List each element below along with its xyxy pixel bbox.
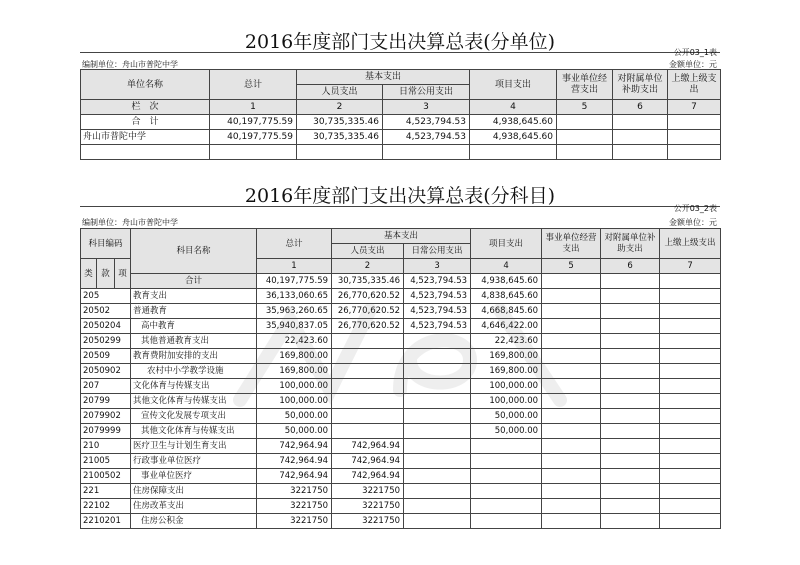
subject-public xyxy=(404,514,471,529)
subject-code: 221 xyxy=(81,484,131,499)
subject-business xyxy=(542,424,601,439)
t2-header-upper: 上缴上级支出 xyxy=(660,229,721,259)
table-row xyxy=(81,145,721,160)
t2-header-personnel: 人员支出 xyxy=(332,244,404,259)
t1-row-total: 40,197,775.59 xyxy=(210,115,297,130)
subject-name: 农村中小学教学设施 xyxy=(131,364,257,379)
t1-header-personnel: 人员支出 xyxy=(297,85,383,100)
t1-lanci: 栏 次 xyxy=(81,100,210,115)
subject-project xyxy=(471,484,542,499)
t1-header-total: 总计 xyxy=(210,70,297,100)
subject-upper xyxy=(660,484,721,499)
subject-personnel xyxy=(332,394,404,409)
subject-total: 36,133,060.65 xyxy=(257,289,332,304)
t1-header-project: 项目支出 xyxy=(470,70,557,100)
subject-total: 22,423.60 xyxy=(257,334,332,349)
subject-upper xyxy=(660,319,721,334)
subject-project: 4,646,422.00 xyxy=(471,319,542,334)
subject-subsidy xyxy=(601,514,660,529)
subject-total: 742,964.94 xyxy=(257,454,332,469)
table-row xyxy=(81,364,721,379)
subject-name: 住房公积金 xyxy=(131,514,257,529)
subject-subsidy xyxy=(601,289,660,304)
subject-project: 50,000.00 xyxy=(471,409,542,424)
t2-total-total: 40,197,775.59 xyxy=(257,274,332,289)
t2-colnum: 7 xyxy=(660,259,721,274)
subject-personnel xyxy=(332,334,404,349)
t1-header-business: 事业单位经营支出 xyxy=(557,70,613,100)
subject-upper xyxy=(660,424,721,439)
subject-code: 2050902 xyxy=(81,364,131,379)
t1-header-public: 日常公用支出 xyxy=(383,85,470,100)
subject-name: 普通教育 xyxy=(131,304,257,319)
subject-name: 其他文化体育与传媒支出 xyxy=(131,424,257,439)
subject-project xyxy=(471,469,542,484)
subject-personnel: 26,770,620.52 xyxy=(332,304,404,319)
table2-form-code: 公开03_2表 xyxy=(673,204,717,213)
table1-unit-label: 编制单位：舟山市普陀中学 xyxy=(82,60,178,69)
subject-business xyxy=(542,289,601,304)
t2-header-lei: 类 xyxy=(81,259,97,289)
subject-public xyxy=(404,499,471,514)
t2-header-code: 科目编码 xyxy=(81,229,131,259)
subject-subsidy xyxy=(601,349,660,364)
subject-subsidy xyxy=(601,469,660,484)
subject-total: 3221750 xyxy=(257,499,332,514)
subject-personnel xyxy=(332,349,404,364)
subject-public xyxy=(404,379,471,394)
subject-subsidy xyxy=(601,424,660,439)
subject-subsidy xyxy=(601,319,660,334)
subject-code: 2100502 xyxy=(81,469,131,484)
t1-colnum: 3 xyxy=(383,100,470,115)
table-row xyxy=(81,424,721,439)
table-row xyxy=(81,394,721,409)
subject-business xyxy=(542,319,601,334)
t2-colnum: 1 xyxy=(257,259,332,274)
subject-subsidy xyxy=(601,394,660,409)
subject-code: 2210201 xyxy=(81,514,131,529)
t2-header-kuan: 款 xyxy=(97,259,115,289)
t1-row-project: 4,938,645.60 xyxy=(470,115,557,130)
t2-colnum: 5 xyxy=(542,259,601,274)
subject-project: 22,423.60 xyxy=(471,334,542,349)
t1-header-basic: 基本支出 xyxy=(297,70,470,85)
t1-row-name: 合 计 xyxy=(81,115,210,130)
t1-colnum: 5 xyxy=(557,100,613,115)
subject-upper xyxy=(660,304,721,319)
subject-business xyxy=(542,499,601,514)
subject-total: 3221750 xyxy=(257,514,332,529)
subject-public xyxy=(404,334,471,349)
subject-total: 50,000.00 xyxy=(257,409,332,424)
t1-header-upper: 上缴上级支出 xyxy=(668,70,721,100)
table-row xyxy=(81,319,721,334)
table2-top-rule xyxy=(80,206,720,207)
subject-business xyxy=(542,454,601,469)
subject-project xyxy=(471,499,542,514)
table-row xyxy=(81,499,721,514)
table-row xyxy=(81,349,721,364)
subject-upper xyxy=(660,379,721,394)
subject-public xyxy=(404,454,471,469)
subject-total: 169,800.00 xyxy=(257,364,332,379)
table-row xyxy=(81,274,721,289)
subject-personnel: 3221750 xyxy=(332,499,404,514)
subject-business xyxy=(542,484,601,499)
subject-public xyxy=(404,484,471,499)
t2-header-project: 项目支出 xyxy=(471,229,542,259)
t2-total-personnel: 30,735,335.46 xyxy=(332,274,404,289)
subject-total: 100,000.00 xyxy=(257,379,332,394)
subject-total: 3221750 xyxy=(257,484,332,499)
t1-row-subsidy xyxy=(613,115,668,130)
subject-total: 50,000.00 xyxy=(257,424,332,439)
subject-subsidy xyxy=(601,379,660,394)
subject-personnel xyxy=(332,424,404,439)
subject-subsidy xyxy=(601,484,660,499)
subject-name: 医疗卫生与计划生育支出 xyxy=(131,439,257,454)
table-row xyxy=(81,304,721,319)
table1-grid xyxy=(80,69,721,160)
subject-personnel: 742,964.94 xyxy=(332,439,404,454)
subject-upper xyxy=(660,334,721,349)
subject-name: 住房改革支出 xyxy=(131,499,257,514)
subject-personnel: 742,964.94 xyxy=(332,469,404,484)
table1-currency: 金额单位：元 xyxy=(669,60,717,69)
table-row xyxy=(81,439,721,454)
subject-subsidy xyxy=(601,409,660,424)
subject-public xyxy=(404,364,471,379)
subject-total: 742,964.94 xyxy=(257,439,332,454)
subject-personnel: 3221750 xyxy=(332,484,404,499)
t2-total-project: 4,938,645.60 xyxy=(471,274,542,289)
subject-subsidy xyxy=(601,364,660,379)
table-row xyxy=(81,334,721,349)
t1-colnum: 7 xyxy=(668,100,721,115)
table-row xyxy=(81,514,721,529)
subject-subsidy xyxy=(601,334,660,349)
subject-public xyxy=(404,409,471,424)
table-row xyxy=(81,130,721,145)
subject-personnel: 742,964.94 xyxy=(332,454,404,469)
t2-total-name: 合计 xyxy=(131,274,257,289)
t1-colnum: 1 xyxy=(210,100,297,115)
subject-business xyxy=(542,514,601,529)
subject-code: 20502 xyxy=(81,304,131,319)
t2-header-basic: 基本支出 xyxy=(332,229,471,244)
table2-unit-label: 编制单位：舟山市普陀中学 xyxy=(82,218,178,227)
subject-project xyxy=(471,439,542,454)
subject-code: 20509 xyxy=(81,349,131,364)
table-row xyxy=(81,379,721,394)
subject-name: 教育支出 xyxy=(131,289,257,304)
t2-colnum: 2 xyxy=(332,259,404,274)
table1-top-rule xyxy=(80,52,720,53)
subject-project: 4,668,845.60 xyxy=(471,304,542,319)
t2-header-subsidy: 对附属单位补助支出 xyxy=(601,229,660,259)
subject-project: 100,000.00 xyxy=(471,394,542,409)
subject-name: 行政事业单位医疗 xyxy=(131,454,257,469)
subject-code: 2050204 xyxy=(81,319,131,334)
subject-business xyxy=(542,364,601,379)
subject-project: 50,000.00 xyxy=(471,424,542,439)
table-row xyxy=(81,289,721,304)
subject-business xyxy=(542,439,601,454)
subject-personnel: 3221750 xyxy=(332,514,404,529)
t1-row-public: 4,523,794.53 xyxy=(383,130,470,145)
subject-code: 205 xyxy=(81,289,131,304)
t1-header-unit-name: 单位名称 xyxy=(81,70,210,100)
subject-project xyxy=(471,454,542,469)
t1-row-business xyxy=(557,130,613,145)
subject-name: 其他普通教育支出 xyxy=(131,334,257,349)
subject-public: 4,523,794.53 xyxy=(404,319,471,334)
subject-project: 169,800.00 xyxy=(471,364,542,379)
subject-business xyxy=(542,304,601,319)
table1-form-code: 公开03_1表 xyxy=(673,48,717,57)
subject-public: 4,523,794.53 xyxy=(404,304,471,319)
subject-upper xyxy=(660,289,721,304)
subject-upper xyxy=(660,364,721,379)
subject-upper xyxy=(660,439,721,454)
table-row xyxy=(81,469,721,484)
t2-total-public: 4,523,794.53 xyxy=(404,274,471,289)
subject-total: 169,800.00 xyxy=(257,349,332,364)
subject-business xyxy=(542,469,601,484)
t1-row-public: 4,523,794.53 xyxy=(383,115,470,130)
subject-public xyxy=(404,349,471,364)
t2-header-total: 总计 xyxy=(257,229,332,259)
subject-code: 2050299 xyxy=(81,334,131,349)
subject-code: 210 xyxy=(81,439,131,454)
subject-public: 4,523,794.53 xyxy=(404,289,471,304)
t1-colnum: 6 xyxy=(613,100,668,115)
subject-name: 文化体育与传媒支出 xyxy=(131,379,257,394)
table2-currency: 金额单位：元 xyxy=(669,218,717,227)
subject-subsidy xyxy=(601,499,660,514)
subject-project xyxy=(471,514,542,529)
subject-subsidy xyxy=(601,304,660,319)
t1-row-business xyxy=(557,115,613,130)
table-row xyxy=(81,115,721,130)
subject-name: 其他文化体育与传媒支出 xyxy=(131,394,257,409)
subject-personnel xyxy=(332,409,404,424)
subject-total: 35,963,260.65 xyxy=(257,304,332,319)
subject-business xyxy=(542,409,601,424)
t2-header-xiang: 项 xyxy=(115,259,131,289)
t1-row-upper xyxy=(668,115,721,130)
table-row xyxy=(81,409,721,424)
subject-name: 高中教育 xyxy=(131,319,257,334)
subject-code: 21005 xyxy=(81,454,131,469)
subject-code: 20799 xyxy=(81,394,131,409)
t2-colnum: 6 xyxy=(601,259,660,274)
subject-personnel xyxy=(332,379,404,394)
subject-name: 住房保障支出 xyxy=(131,484,257,499)
t2-header-public: 日常公用支出 xyxy=(404,244,471,259)
subject-upper xyxy=(660,349,721,364)
t1-colnum: 2 xyxy=(297,100,383,115)
t2-header-business: 事业单位经营支出 xyxy=(542,229,601,259)
subject-upper xyxy=(660,394,721,409)
subject-total: 35,940,837.05 xyxy=(257,319,332,334)
subject-business xyxy=(542,349,601,364)
t1-row-personnel: 30,735,335.46 xyxy=(297,130,383,145)
subject-public xyxy=(404,469,471,484)
t1-row-project: 4,938,645.60 xyxy=(470,130,557,145)
t2-colnum: 3 xyxy=(404,259,471,274)
subject-code: 2079999 xyxy=(81,424,131,439)
t1-row-name: 舟山市普陀中学 xyxy=(81,130,210,145)
subject-subsidy xyxy=(601,439,660,454)
t2-colnum: 4 xyxy=(471,259,542,274)
subject-subsidy xyxy=(601,454,660,469)
subject-upper xyxy=(660,469,721,484)
subject-personnel: 26,770,620.52 xyxy=(332,289,404,304)
t1-header-subsidy: 对附属单位补助支出 xyxy=(613,70,668,100)
t1-row-total: 40,197,775.59 xyxy=(210,130,297,145)
table2-grid xyxy=(80,228,721,529)
subject-business xyxy=(542,394,601,409)
t1-colnum: 4 xyxy=(470,100,557,115)
subject-personnel xyxy=(332,364,404,379)
table-row xyxy=(81,484,721,499)
subject-personnel: 26,770,620.52 xyxy=(332,319,404,334)
subject-total: 742,964.94 xyxy=(257,469,332,484)
subject-name: 事业单位医疗 xyxy=(131,469,257,484)
subject-name: 宣传文化发展专项支出 xyxy=(131,409,257,424)
subject-public xyxy=(404,439,471,454)
subject-business xyxy=(542,379,601,394)
subject-upper xyxy=(660,499,721,514)
t1-row-personnel: 30,735,335.46 xyxy=(297,115,383,130)
subject-project: 100,000.00 xyxy=(471,379,542,394)
table2-title: 2016年度部门支出决算总表(分科目) xyxy=(244,185,556,207)
subject-public xyxy=(404,394,471,409)
subject-project: 4,838,645.60 xyxy=(471,289,542,304)
subject-code: 22102 xyxy=(81,499,131,514)
table2-body xyxy=(81,289,721,529)
subject-upper xyxy=(660,454,721,469)
subject-public xyxy=(404,424,471,439)
subject-project: 169,800.00 xyxy=(471,349,542,364)
t1-row-subsidy xyxy=(613,130,668,145)
t2-header-name: 科目名称 xyxy=(131,229,257,274)
table-row xyxy=(81,454,721,469)
subject-total: 100,000.00 xyxy=(257,394,332,409)
subject-upper xyxy=(660,409,721,424)
subject-upper xyxy=(660,514,721,529)
table1-title: 2016年度部门支出决算总表(分单位) xyxy=(244,31,556,53)
subject-code: 207 xyxy=(81,379,131,394)
subject-name: 教育费附加安排的支出 xyxy=(131,349,257,364)
subject-code: 2079902 xyxy=(81,409,131,424)
subject-business xyxy=(542,334,601,349)
t1-row-upper xyxy=(668,130,721,145)
